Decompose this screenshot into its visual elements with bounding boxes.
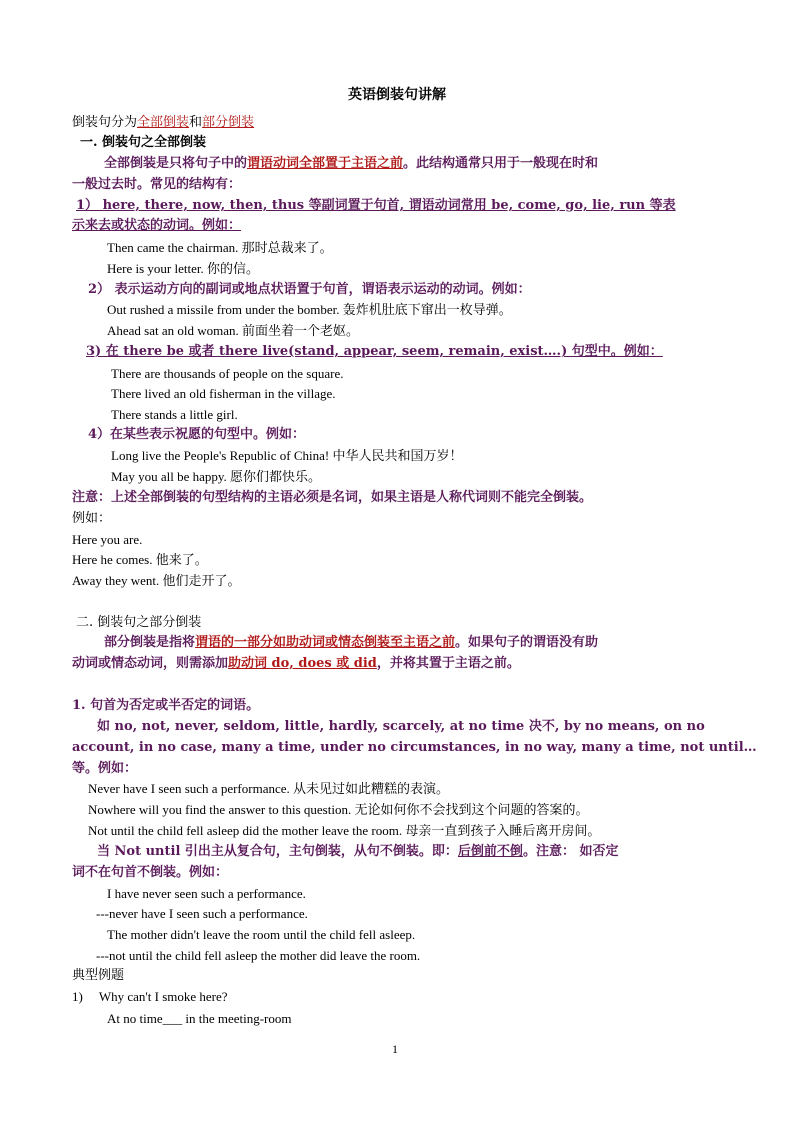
s2-note-pre: 当 Not until 引出主从复合句，主句倒装，从句不倒装。即：: [97, 844, 458, 859]
s1-para-line1: [104, 155, 598, 173]
example-line: There lived an old fisherman in the village.: [111, 386, 336, 401]
s1-note: 注意：上述全部倒装的句型结构的主语必须是名词，如果主语是人称代词则不能完全倒装。: [72, 490, 593, 505]
intro-and: 和: [189, 115, 203, 130]
s1-para-highlight: 谓语动词全部置于主语之前: [247, 156, 404, 171]
page-number: 1: [392, 1042, 398, 1056]
example-line: Then came the chairman. 那时总裁来了。: [107, 240, 333, 255]
example-line: The mother didn't leave the room until the child fell asleep.: [107, 927, 416, 942]
example-heading: 典型例题: [72, 968, 125, 983]
example-line: There stands a little girl.: [111, 407, 238, 422]
s2-para2-highlight: 助动词 do, does 或 did: [228, 656, 377, 671]
s1-para-line2: 一般过去时。常见的结构有：: [72, 177, 242, 192]
s2-note-post: 。注意： 如否定: [522, 844, 619, 859]
page-title: 英语倒装句讲解: [348, 87, 446, 103]
example-line: There are thousands of people on the square.: [111, 366, 344, 381]
s2-note-highlight: 后倒前不倒: [457, 844, 523, 859]
example-line: ---not until the child fell asleep the mother did leave the room.: [96, 948, 421, 963]
s2-para-highlight: 谓语的一部分如助动词或情态倒装至主语之前: [195, 635, 456, 650]
s2-para-pre: 部分倒装是指将: [104, 635, 196, 650]
example-line: Nowhere will you find the answer to this question. 无论如何你不会找到这个问题的答案的。: [88, 802, 589, 817]
example-line: Here is your letter. 你的信。: [107, 261, 259, 276]
intro-partial-link: 部分倒装: [202, 115, 255, 130]
rule1-line2: 示来去或状态的动词。例如：: [72, 218, 242, 233]
intro-full-link: 全部倒装: [137, 115, 190, 130]
s2-para2-pre: 动词或情态动词，则需添加: [72, 656, 229, 671]
words-line3: 等。例如：: [72, 761, 138, 776]
example-line: May you all be happy. 愿你们都快乐。: [111, 469, 322, 484]
example-line: ---never have I seen such a performance.: [96, 906, 308, 921]
s2-para-line1: [104, 634, 598, 652]
s1-para-pre: 全部倒装是只将句子中的: [104, 156, 248, 171]
s2-para2-post: ，并将其置于主语之前。: [376, 656, 520, 671]
section1-heading: 一. 倒装句之全部倒装: [80, 135, 207, 150]
example-line: Here he comes. 他来了。: [72, 552, 208, 567]
intro-line: [72, 114, 254, 132]
example-line: Not until the child fell asleep did the mother leave the room. 母亲一直到孩子入睡后离开房间。: [88, 823, 601, 838]
s2-sub-heading: 1. 句首为否定或半否定的词语。: [72, 698, 260, 713]
s2-note-line2: 词不在句首不倒装。例如：: [72, 865, 229, 880]
s2-para-post: 。如果句子的谓语没有助: [455, 635, 599, 650]
example-line: I have never seen such a performance.: [107, 886, 306, 901]
example-line: Away they went. 他们走开了。: [72, 573, 241, 588]
words-line1: 如 no, not, never, seldom, little, hardly, scarcely, at no time 决不, by no means, on no: [97, 719, 705, 734]
s1-note-example-label: 例如：: [72, 511, 112, 526]
intro-prefix: 倒装句分为: [72, 115, 138, 130]
example-line: Long live the People's Republic of China! 中华人民共和国万岁！: [111, 448, 463, 463]
s1-para-post: 。此结构通常只用于一般现在时和: [403, 156, 599, 171]
rule3-line: 3) 在 there be 或者 there live(stand, appear, seem, remain, exist….) 句型中。例如：: [86, 344, 663, 359]
rule4-line: 4）在某些表示祝愿的句型中。例如：: [88, 427, 306, 442]
rule2-line: 2） 表示运动方向的副词或地点状语置于句首，谓语表示运动的动词。例如：: [88, 282, 531, 297]
rule1-line1: 1） here, there, now, then, thus 等副词置于句首, 谓语动词常用 be, come, go, lie, run 等表: [76, 198, 676, 213]
section2-heading: 二. 倒装句之部分倒装: [76, 615, 202, 630]
example-line: Never have I seen such a performance. 从未见过如此糟糕的表演。: [88, 781, 450, 796]
example-line: Here you are.: [72, 532, 143, 547]
question-line: 1) Why can't I smoke here?: [72, 989, 228, 1004]
s2-para-line2: [72, 655, 520, 673]
example-line: Ahead sat an old woman. 前面坐着一个老妪。: [107, 323, 360, 338]
s2-note-line1: [97, 843, 618, 861]
example-line: Out rushed a missile from under the bomber. 轰炸机肚底下窜出一枚导弹。: [107, 302, 512, 317]
words-line2: account, in no case, many a time, under no circumstances, in no way, many a time, not until…: [72, 740, 757, 755]
question-line: At no time___ in the meeting-room: [107, 1011, 292, 1026]
